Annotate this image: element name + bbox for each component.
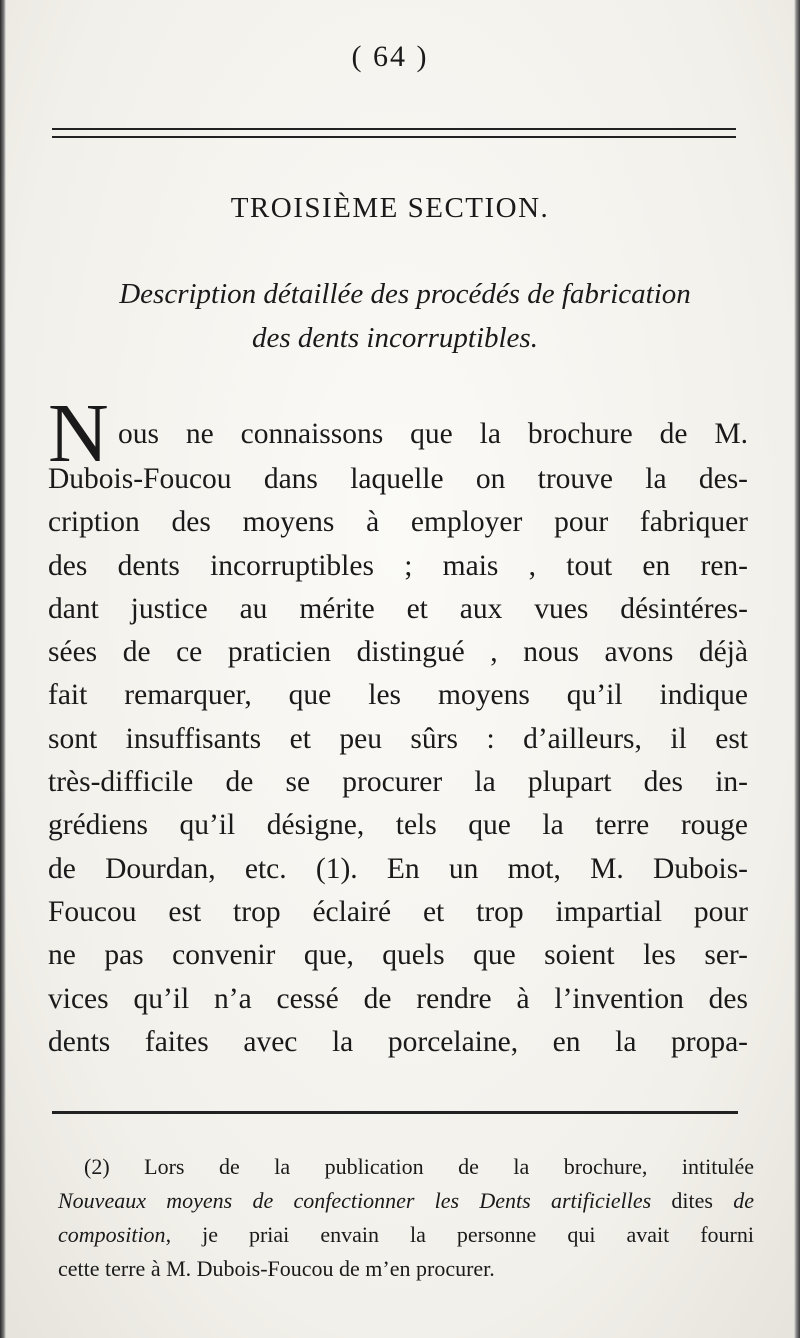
- page-number: ( 64 ): [351, 40, 429, 73]
- body-line: cription des moyens à employer pour fabriquer: [48, 506, 748, 539]
- body-line: grédiens qu’il désigne, tels que la terre rouge: [48, 809, 748, 842]
- body-line: sées de ce praticien distingué , nous avons déjà: [48, 636, 748, 669]
- body-line: dant justice au mérite et aux vues désintéres-: [48, 592, 748, 625]
- footnote-title-italic: de: [733, 1188, 754, 1213]
- body-line: sont insuffisants et peu sûrs : d’ailleurs, il est: [48, 722, 748, 755]
- body-line: des dents incorruptibles ; mais , tout en ren-: [48, 549, 748, 582]
- page-right-edge: [794, 0, 800, 1338]
- body-line: très-difficile de se procurer la plupart des in-: [48, 766, 748, 799]
- body-first-line: ous ne connaissons que la brochure de M.: [118, 418, 748, 450]
- section-title: TROISIÈME SECTION.: [230, 192, 550, 224]
- footnote-line-4: cette terre à M. Dubois-Foucou de m’en procurer.: [58, 1256, 495, 1281]
- body-line: Dubois-Foucou dans laquelle on trouve la des-: [48, 463, 748, 495]
- body-line: vices qu’il n’a cessé de rendre à l’invention des: [48, 982, 748, 1015]
- footnote: [58, 1150, 754, 1286]
- footnote-title-italic: composition: [58, 1222, 166, 1247]
- body-line: dents faites avec la porcelaine, en la propa-: [48, 1025, 748, 1058]
- drop-cap: N: [48, 387, 109, 480]
- footnote-text: dites: [651, 1188, 734, 1213]
- body-paragraph: [48, 458, 748, 1064]
- footnote-line-3: [58, 1218, 754, 1252]
- header-double-rule: [52, 128, 736, 138]
- footnote-line-2: [58, 1184, 754, 1218]
- footnote-rule: [52, 1111, 738, 1114]
- body-line: ne pas convenir que, quels que soient les ser-: [48, 939, 748, 972]
- body-line: de Dourdan, etc. (1). En un mot, M. Dubois-: [48, 852, 748, 885]
- body-line: Foucou est trop éclairé et trop impartial pour: [48, 895, 748, 928]
- footnote-title-italic: Nouveaux moyens de confectionner les Dents artificielles: [58, 1188, 652, 1213]
- subtitle-line-1: Description détaillée des procédés de fabrication: [119, 278, 691, 310]
- footnote-line-1: (2) Lors de la publication de la brochure, intitulée: [84, 1154, 754, 1179]
- footnote-text: , je priai envain la personne qui avait fourni: [165, 1222, 754, 1247]
- subtitle-line-2: des dents incorruptibles.: [252, 322, 538, 354]
- body-line: fait remarquer, que les moyens qu’il indique: [48, 679, 748, 712]
